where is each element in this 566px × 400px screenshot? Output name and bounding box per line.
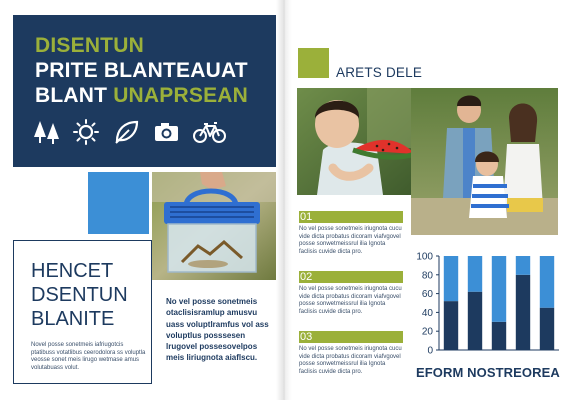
hero-line-3-plain: BLANT [35,84,114,107]
bar-segment [540,256,554,308]
chart-title: EFORM NOSTREOREA [416,365,560,380]
list-item-number: 01 [299,211,403,223]
blue-accent-square [88,172,149,234]
list-item-1 [299,211,403,256]
bar-segment [468,292,482,350]
bar-segment [444,301,458,350]
y-tick-label: 60 [421,289,433,301]
list-item-number: 03 [299,331,403,343]
camera-icon [153,118,193,146]
bar-segment [492,322,506,350]
bar-segment [492,256,506,322]
green-accent-square [298,48,329,78]
photo-boy-watermelon [297,88,419,195]
y-tick-label: 80 [421,270,433,282]
bar-segment [516,256,530,275]
right-page [283,0,566,400]
body-paragraph: No vel posse sonetmeis otaclisisramlup amusvu uass voluptlramfus vol ass voluptlus posssesen lrugovel possesovelpos meis liriugnota aiaflscu. [166,297,269,363]
hero-line-1: DISENTUN [35,34,144,57]
list-item-text: No vel posse sonetmeis iriugnota cucu vide dicta probatus dicoram viafvgovel posse sonwetmeissrul ilia Ignota faclisis cuvide dicta pro. [299,226,402,255]
hero-banner [13,15,276,167]
stacked-bar-chart [407,248,563,358]
title-card [13,240,152,384]
photo-insect-cage [152,172,276,280]
title-card-line-2: DSENTUN [31,284,128,306]
bar-segment [444,256,458,301]
bicycle-icon [193,118,233,146]
sun-icon [73,118,113,146]
y-tick-label: 40 [421,307,433,319]
list-item-2 [299,271,403,316]
hero-line-2: PRITE BLANTEAUAT [35,59,248,82]
title-card-line-3: BLANITE [31,308,115,330]
leaf-icon [113,118,153,146]
hero-line-3 [35,85,248,106]
bar-segment [540,308,554,350]
chart-canvas [407,248,563,358]
title-card-line-1: HENCET [31,260,114,282]
list-item-number: 02 [299,271,403,283]
photo-family [411,88,558,235]
list-item-3 [299,331,403,376]
hero-icon-row [33,118,233,146]
bar-segment [516,275,530,350]
hero-line-3-accent: UNAPRSEAN [113,84,249,107]
list-item-text: No vel posse sonetmeis iriugnota cucu vide dicta probatus dicoram viafvgovel posse sonwetmeissrul ilia Ignota faclisis cuvide dicta pro. [299,346,402,375]
y-tick-label: 20 [421,326,433,338]
list-item-text: No vel posse sonetmeis iriugnota cucu vide dicta probatus dicoram viafvgovel posse sonwetmeissrul ilia Ignota faclisis cuvide dicta pro. [299,286,402,315]
y-tick-label: 0 [427,345,433,357]
title-card-caption: Novel posse sonetmeis iafriugotcis ptatibuss votatlibus ceerodolora ss voluptla veosse sonet meis lirugo wetmase amus volutabuass volut. [31,342,146,372]
book-spine-shadow [276,0,292,400]
trees-icon [33,118,73,146]
bar-segment [468,256,482,292]
y-tick-label: 100 [416,251,433,263]
section-title: ARETS DELE [336,65,423,80]
